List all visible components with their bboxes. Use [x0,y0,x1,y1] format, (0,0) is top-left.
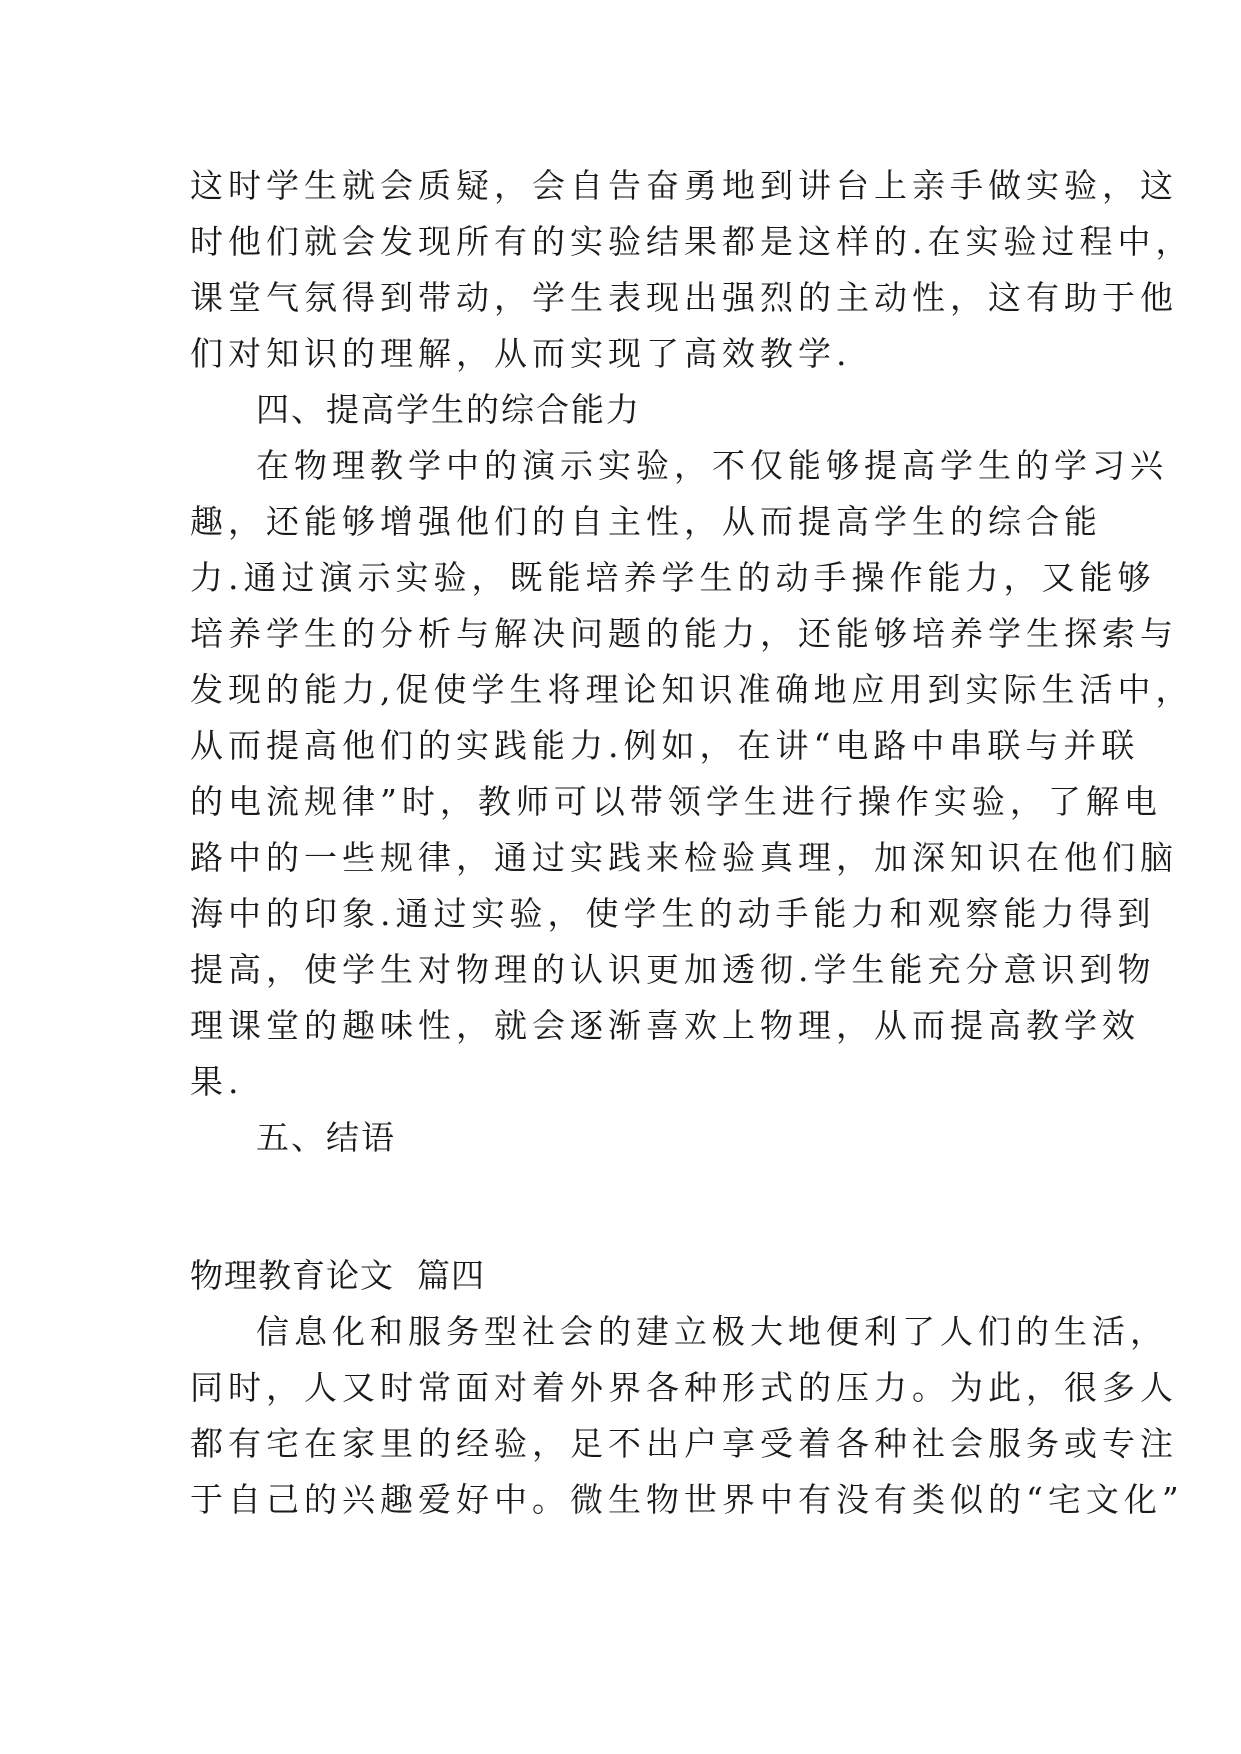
paragraph-line: 路中的一些规律，通过实践来检验真理，加深知识在他们脑 [190,838,1178,877]
paragraph-line: 在物理教学中的演示实验，不仅能够提高学生的学习兴 [256,446,1168,485]
section-heading: 五、结语 [256,1118,396,1157]
paragraph-line: 于自己的兴趣爱好中。微生物世界中有没有类似的“宅文化” [190,1480,1184,1519]
paragraph-line: 从而提高他们的实践能力.例如，在讲“电路中串联与并联 [190,726,1140,765]
paragraph-line: 都有宅在家里的经验，足不出户享受着各种社会服务或专注 [190,1424,1178,1463]
paragraph-line: 同时，人又时常面对着外界各种形式的压力。为此，很多人 [190,1368,1178,1407]
paragraph-line: 的电流规律”时，教师可以带领学生进行操作实验，了解电 [190,782,1162,821]
paragraph-line: 趣，还能够增强他们的自主性，从而提高学生的综合能 [190,502,1102,541]
paragraph-line: 信息化和服务型社会的建立极大地便利了人们的生活， [256,1312,1168,1351]
paragraph-line: 培养学生的分析与解决问题的能力，还能够培养学生探索与 [190,614,1178,653]
paragraph-line: 提高，使学生对物理的认识更加透彻.学生能充分意识到物 [190,950,1156,989]
paragraph-line: 理课堂的趣味性，就会逐渐喜欢上物理，从而提高教学效 [190,1006,1140,1045]
article-title: 物理教育论文 篇四 [190,1256,485,1295]
paragraph-line: 课堂气氛得到带动，学生表现出强烈的主动性，这有助于他 [190,278,1178,317]
section-heading: 四、提高学生的综合能力 [256,390,641,429]
paragraph-line: 海中的印象.通过实验，使学生的动手能力和观察能力得到 [190,894,1156,933]
paragraph-line: 们对知识的理解，从而实现了高效教学. [190,334,852,373]
paragraph-line: 这时学生就会质疑，会自告奋勇地到讲台上亲手做实验，这 [190,166,1178,205]
paragraph-line: 果. [190,1062,244,1101]
paragraph-line: 发现的能力,促使学生将理论知识准确地应用到实际生活中， [190,670,1194,709]
paragraph-line: 时他们就会发现所有的实验结果都是这样的.在实验过程中， [190,222,1194,261]
paragraph-line: 力.通过演示实验，既能培养学生的动手操作能力，又能够 [190,558,1156,597]
